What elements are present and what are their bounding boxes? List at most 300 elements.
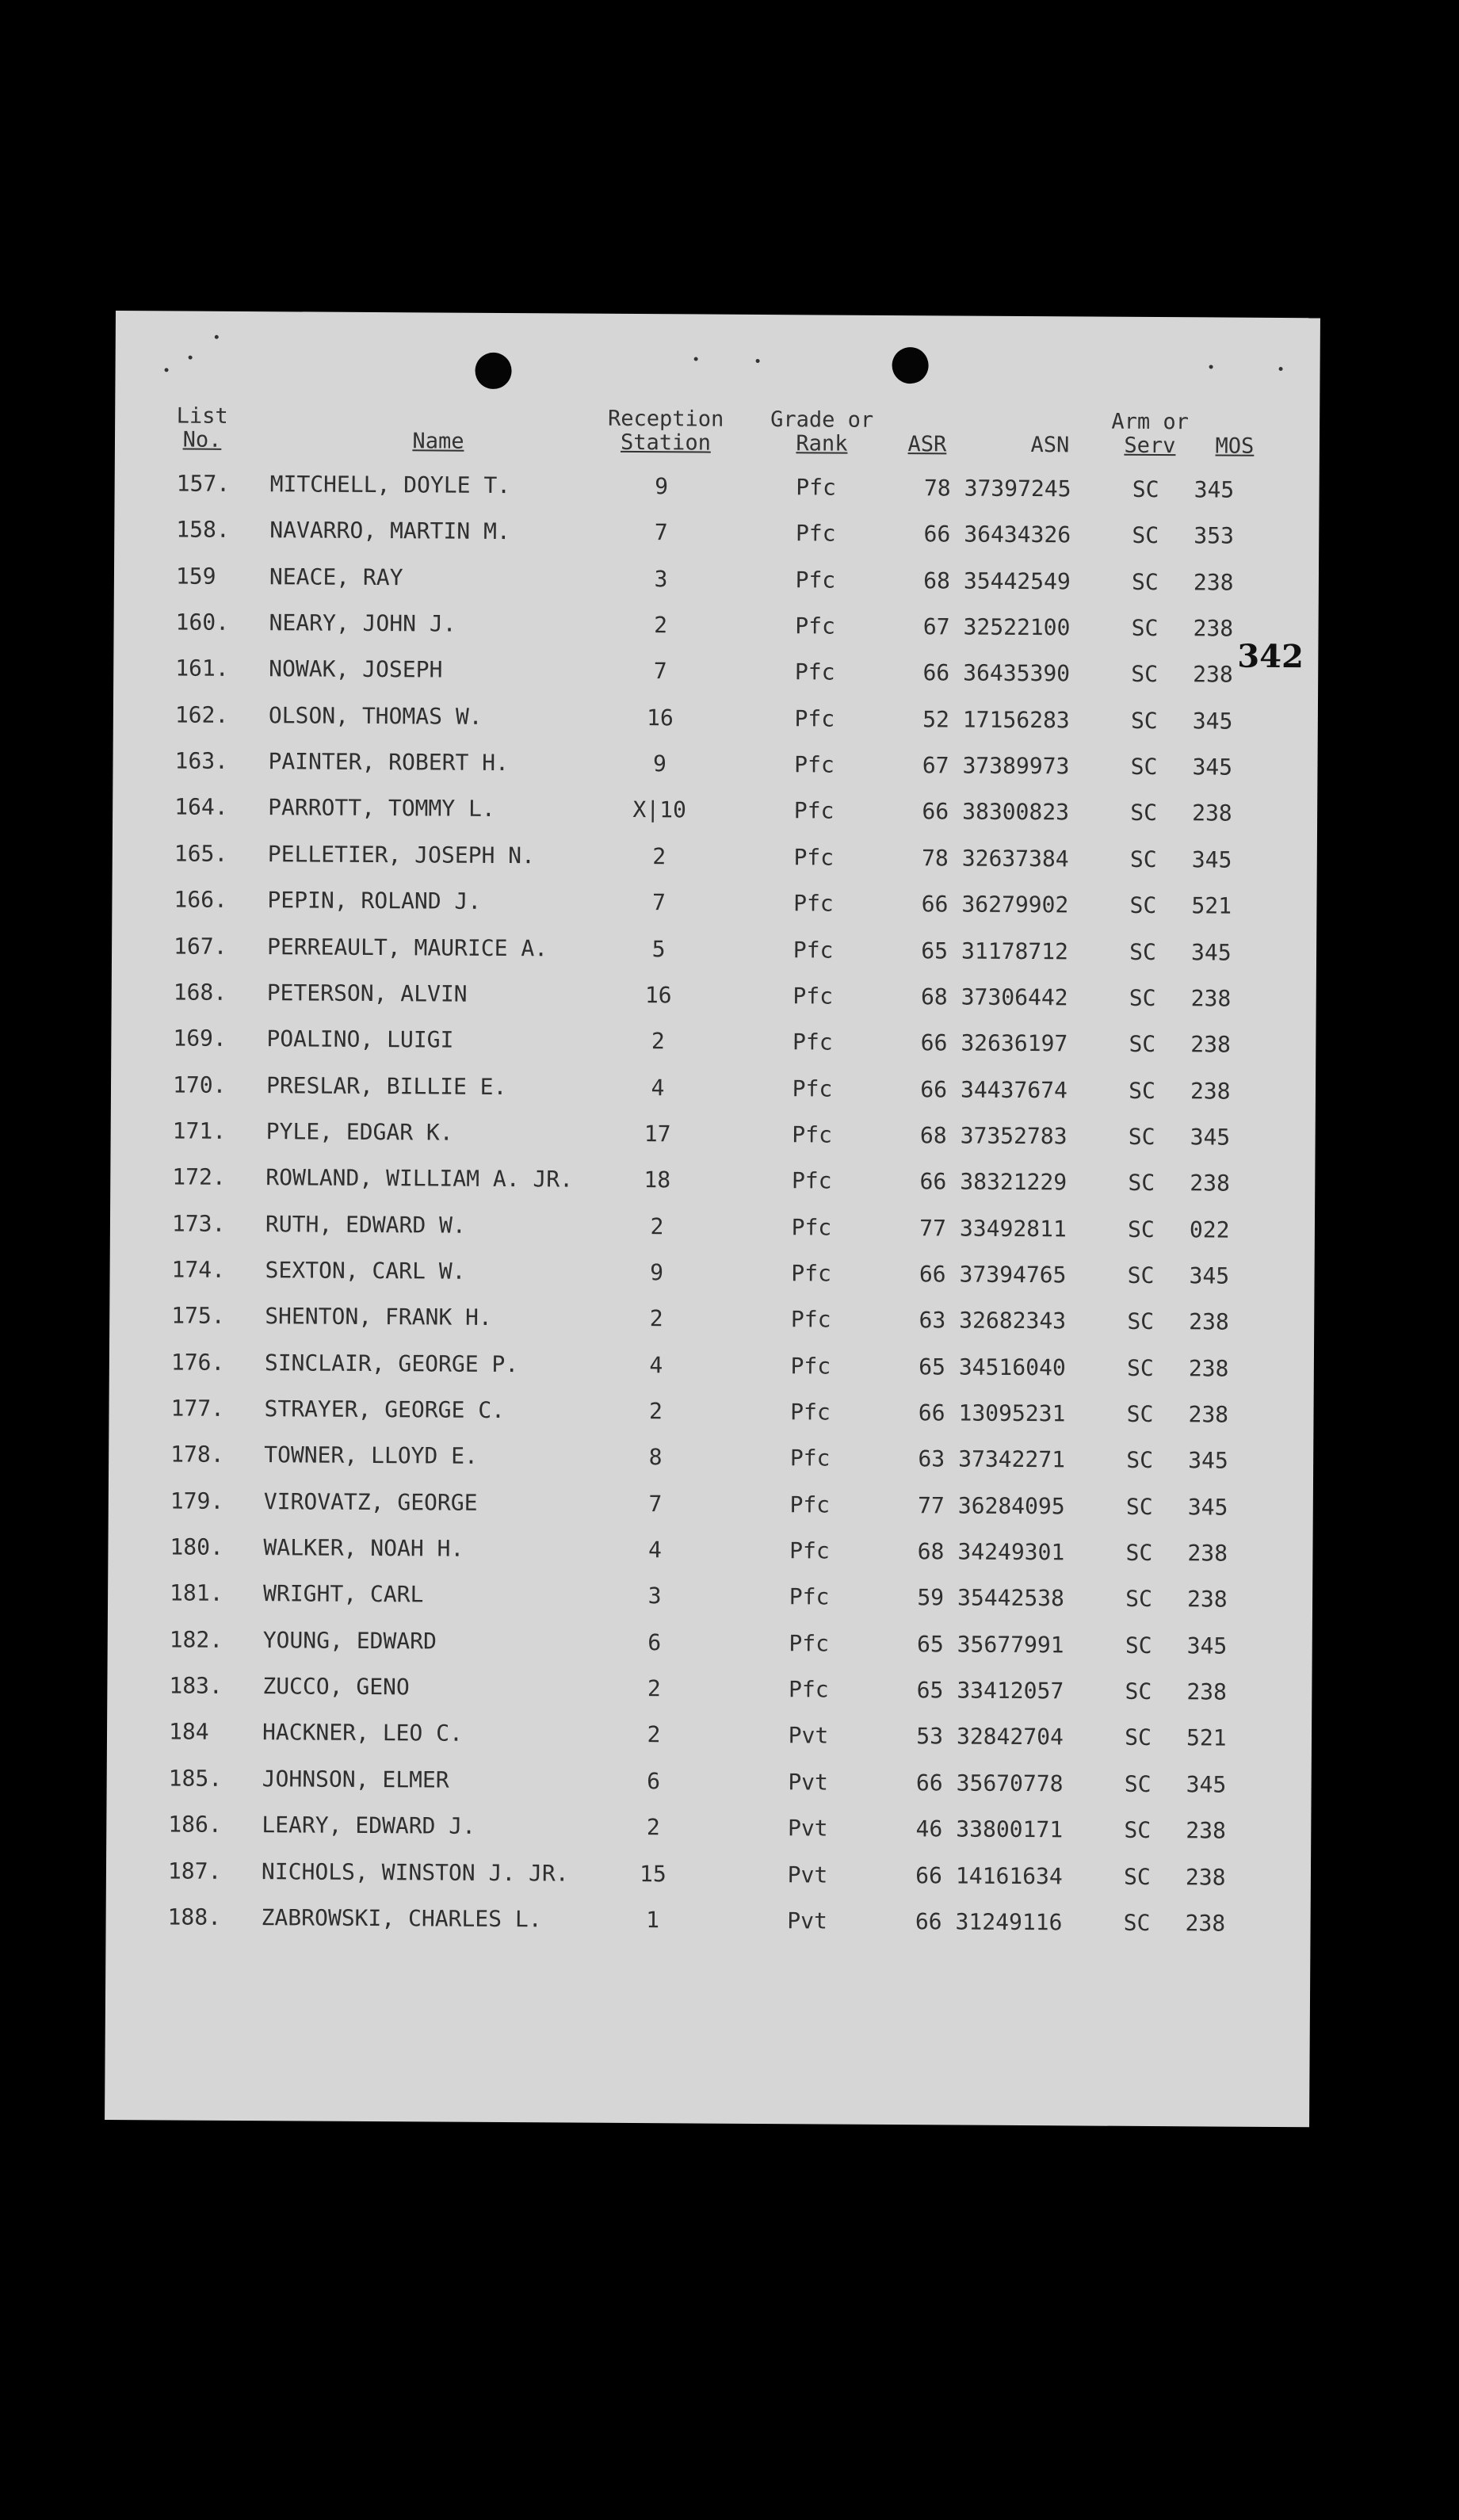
speck [694,357,698,361]
soldier-name-cell: SINCLAIR, GEORGE P. [264,1349,519,1377]
asr-cell: 68 [920,983,948,1010]
list-no-cell: 181. [170,1579,223,1607]
reception-station-cell: 4 [649,1351,663,1378]
grade-cell: Pfc [792,1121,833,1148]
table-row [109,1254,1314,1307]
reception-station-cell: 2 [646,1814,660,1841]
arm-serv-cell: SC [1125,1493,1153,1520]
table-row [112,976,1316,1029]
asn-cell: 33412057 [957,1677,1064,1705]
asn-cell: 34516040 [958,1354,1066,1380]
mos-cell: 238 [1188,1354,1229,1382]
arm-serv-cell: SC [1128,1170,1155,1197]
speck [165,368,169,372]
asn-cell: 33800171 [956,1816,1064,1843]
arm-serv-cell: SC [1126,1354,1154,1381]
arm-serv-cell: SC [1129,1031,1156,1058]
speck [1209,365,1213,368]
soldier-name-cell: PETERSON, ALVIN [266,979,468,1007]
soldier-name-cell: OLSON, THOMAS W. [268,701,483,730]
soldier-name-cell: RUTH, EDWARD W. [265,1210,466,1239]
table-row [109,1346,1314,1399]
arm-serv-cell: SC [1129,984,1156,1011]
arm-serv-cell: SC [1132,522,1159,549]
asr-cell: 66 [920,1075,948,1102]
list-no-cell: 163. [174,747,229,774]
mos-cell: 238 [1190,1170,1230,1197]
header-asr [899,433,955,456]
list-no-cell: 164. [174,793,228,821]
table-row [106,1854,1311,1907]
grade-cell: Pfc [789,1445,831,1472]
asr-cell: 68 [923,567,951,594]
asr-cell: 68 [919,1122,947,1149]
table-row [113,745,1317,798]
mos-cell: 345 [1190,938,1232,966]
asr-cell: 63 [918,1445,945,1472]
grade-cell: Pfc [793,844,835,871]
soldier-name-cell: JOHNSON, ELMER [262,1765,449,1793]
table-row [113,791,1317,844]
arm-serv-cell: SC [1129,1077,1155,1104]
soldier-name-cell: PERREAULT, MAURICE A. [267,933,548,961]
list-no-cell: 187. [167,1857,222,1884]
soldier-name-cell: NOWAK, JOSEPH [269,655,443,683]
arm-serv-cell: SC [1131,568,1159,595]
list-no-cell: 188. [167,1903,222,1930]
reception-station-cell: 8 [648,1444,663,1471]
mos-cell: 353 [1194,522,1234,549]
grade-cell: Pvt [787,1861,828,1888]
grade-cell: Pfc [793,890,834,917]
asn-cell: 37306442 [961,983,1068,1011]
reception-station-cell: 7 [651,889,666,916]
asr-cell: 66 [922,659,950,686]
asn-cell: 35442549 [963,567,1071,595]
list-no-cell: 162. [174,701,229,728]
reception-station-cell: 9 [655,473,669,500]
list-no-cell: 168. [173,979,227,1006]
arm-serv-cell: SC [1125,1586,1153,1613]
reception-station-cell: 2 [650,1212,664,1239]
reception-station-cell: 16 [644,981,672,1009]
header-arm-line2: Serv [1124,433,1176,459]
list-no-cell: 159 [175,563,216,590]
mos-cell: 345 [1187,1493,1228,1521]
asn-cell: 17156283 [962,706,1070,734]
soldier-name-cell: NAVARRO, MARTIN M. [269,517,510,545]
header-arm-line1: Arm or [1111,409,1190,435]
table-row [112,884,1316,937]
asr-cell: 78 [921,845,949,872]
soldier-name-cell: HACKNER, LEO C. [262,1719,464,1747]
asr-cell: 66 [922,798,949,825]
reception-station-cell: 2 [648,1398,663,1425]
table-row [113,606,1318,659]
mos-cell: 345 [1192,754,1233,781]
grade-cell: Pfc [792,1075,833,1102]
mos-cell: 238 [1193,569,1234,596]
table-row [114,514,1319,567]
soldier-name-cell: PELLETIER, JOSEPH N. [267,840,536,869]
grade-cell: Pfc [788,1676,829,1703]
list-no-cell: 173. [171,1210,226,1237]
asn-cell: 37352783 [960,1122,1068,1150]
grade-cell: Pfc [791,1213,832,1241]
soldier-name-cell: WALKER, NOAH H. [263,1534,464,1562]
table-row [109,1300,1314,1353]
mos-cell: 238 [1190,985,1232,1012]
grade-cell: Pfc [789,1491,831,1518]
asn-cell: 32522100 [963,613,1071,641]
grade-cell: Pfc [793,936,834,964]
asr-cell: 68 [917,1538,945,1565]
asr-cell: 66 [919,1168,947,1195]
mos-cell: 022 [1189,1216,1230,1243]
mos-cell: 345 [1190,1124,1231,1151]
asr-cell: 53 [916,1723,944,1750]
list-no-cell: 176. [170,1349,225,1376]
arm-serv-cell: SC [1126,1400,1154,1428]
reception-station-cell: 3 [647,1583,662,1609]
list-no-cell: 157. [176,470,231,497]
header-asn [1018,433,1082,457]
grade-cell: Pvt [787,1815,828,1842]
arm-serv-cell: SC [1124,1816,1152,1844]
mos-cell: 238 [1186,1817,1226,1844]
asr-cell: 65 [919,1353,945,1380]
page-number: 342 [1237,637,1304,676]
list-no-cell: 166. [174,886,227,914]
arm-serv-cell: SC [1130,800,1158,827]
soldier-name-cell: PYLE, EDGAR K. [265,1118,453,1146]
asr-cell: 63 [919,1307,946,1334]
asr-cell: 66 [915,1770,943,1796]
soldier-name-cell: PARROTT, TOMMY L. [268,794,495,823]
arm-serv-cell: SC [1127,1262,1155,1289]
table-row [109,1485,1313,1538]
asn-cell: 32842704 [956,1723,1064,1751]
reception-station-cell: 9 [652,750,667,777]
mos-cell: 345 [1192,708,1233,735]
asn-cell: 32636197 [961,1029,1068,1057]
grade-cell: Pfc [793,797,835,824]
reception-station-cell: 5 [651,935,666,962]
header-asn-text: ASN [1030,433,1070,458]
asr-cell: 67 [922,752,949,779]
arm-serv-cell: SC [1132,475,1159,503]
grade-cell: Pvt [787,1907,827,1934]
arm-serv-cell: SC [1131,661,1159,688]
asn-cell: 13095231 [958,1399,1066,1427]
speck [215,335,219,339]
asr-cell: 46 [915,1816,943,1842]
mos-cell: 238 [1190,1077,1231,1105]
header-list-no-line1: List [176,403,228,429]
list-no-cell: 161. [175,655,229,682]
grade-cell: Pvt [788,1769,829,1796]
reception-station-cell: 7 [648,1490,663,1517]
soldier-name-cell: MITCHELL, DOYLE T. [269,471,511,499]
asr-cell: 66 [921,891,949,918]
reception-station-cell: 1 [646,1906,660,1934]
header-reception-line2: Station [620,430,711,456]
soldier-name-cell: VIROVATZ, GEORGE [263,1487,478,1516]
reception-station-cell: 18 [644,1166,671,1193]
list-no-cell: 183. [169,1672,223,1699]
soldier-name-cell: POALINO, LUIGI [266,1025,454,1053]
mos-cell: 238 [1186,1678,1228,1705]
reception-station-cell: 2 [649,1305,663,1332]
list-no-cell: 175. [171,1302,225,1330]
grade-cell: Pfc [790,1399,831,1426]
soldier-name-cell: YOUNG, EDWARD [262,1626,437,1655]
soldier-name-cell: ROWLAND, WILLIAM A. JR. [265,1164,574,1193]
table-row [110,1161,1315,1214]
reception-station-cell: 2 [651,1028,665,1055]
asn-cell: 32637384 [961,845,1069,872]
arm-serv-cell: SC [1130,753,1158,781]
soldier-name-cell: PRESLAR, BILLIE E. [265,1071,507,1100]
asr-cell: 67 [922,613,950,640]
soldier-name-cell: NEARY, JOHN J. [269,609,456,637]
arm-serv-cell: SC [1131,614,1159,642]
table-row [106,1762,1311,1816]
mos-cell: 238 [1193,615,1234,642]
grade-cell: Pfc [790,1352,831,1380]
arm-serv-cell: SC [1129,892,1157,919]
asr-cell: 65 [916,1677,944,1704]
asn-cell: 38321229 [960,1168,1068,1196]
mos-cell: 345 [1188,1447,1228,1474]
header-grade-line2: Rank [796,431,848,456]
table-row [109,1438,1313,1491]
soldier-name-cell: ZUCCO, GENO [262,1673,410,1701]
list-no-cell: 172. [172,1163,226,1191]
asn-cell: 37397245 [964,475,1071,502]
arm-serv-cell: SC [1123,1863,1151,1890]
header-reception-line1: Reception [607,406,724,432]
arm-serv-cell: SC [1125,1539,1153,1567]
mos-cell: 238 [1185,1863,1226,1891]
soldier-name-cell: TOWNER, LLOYD E. [264,1441,478,1470]
reception-station-cell: 7 [653,658,667,685]
arm-serv-cell: SC [1127,1308,1155,1335]
reception-station-cell: 6 [647,1628,662,1655]
grade-cell: Pvt [788,1722,829,1749]
table-row [108,1577,1312,1630]
arm-serv-cell: SC [1129,846,1157,872]
reception-station-cell: 2 [647,1721,661,1748]
soldier-name-cell: PEPIN, ROLAND J. [267,887,482,914]
asr-cell: 66 [919,1261,946,1288]
asn-cell: 38300823 [962,798,1070,826]
table-row [108,1624,1312,1677]
asr-cell: 65 [921,937,949,964]
asr-cell: 66 [923,521,951,548]
asn-cell: 34437674 [960,1076,1068,1103]
asn-cell: 31178712 [961,937,1069,964]
grade-cell: Pfc [794,751,835,778]
reception-station-cell: 7 [654,519,668,546]
mos-cell: 345 [1186,1771,1227,1798]
mos-cell: 238 [1192,800,1232,827]
table-row [107,1670,1312,1723]
grade-cell: Pfc [792,1029,833,1056]
asr-cell: 65 [916,1630,944,1658]
header-mos-text: MOS [1215,433,1255,459]
asr-cell: 66 [920,1029,948,1056]
soldier-name-cell: STRAYER, GEORGE C. [264,1396,506,1424]
arm-serv-cell: SC [1125,1724,1152,1751]
punch-hole-right [892,347,928,384]
table-row [113,699,1318,752]
soldier-name-cell: LEARY, EDWARD J. [262,1812,476,1839]
arm-serv-cell: SC [1130,707,1158,734]
header-asr-text: ASR [907,432,947,457]
reception-station-cell: 2 [654,612,668,639]
reception-station-cell: 2 [652,842,666,870]
mos-cell: 238 [1193,661,1233,689]
table-row [110,1208,1315,1261]
grade-cell: Pfc [795,613,835,640]
asr-cell: 78 [923,475,951,502]
asn-cell: 31249116 [955,1908,1063,1936]
header-reception-station [598,407,733,456]
soldier-name-cell: NICHOLS, WINSTON J. JR. [261,1858,569,1887]
header-grade-line1: Grade or [770,407,874,433]
header-list-no-line2: No. [182,427,222,452]
asn-cell: 37342271 [958,1445,1066,1473]
list-no-cell: 178. [170,1441,224,1468]
list-no-cell: 174. [171,1256,226,1283]
arm-serv-cell: SC [1129,938,1157,965]
roster-sheet [105,311,1320,2127]
table-row [110,1115,1315,1168]
reception-station-cell: 15 [640,1860,666,1887]
list-no-cell: 186. [168,1811,222,1838]
list-no-cell: 170. [172,1071,227,1098]
mos-cell: 521 [1186,1724,1227,1752]
asn-cell: 35670778 [956,1770,1064,1797]
speck [1279,367,1283,371]
arm-serv-cell: SC [1126,1447,1154,1474]
asn-cell: 35442538 [957,1584,1065,1612]
mos-cell: 345 [1194,476,1235,503]
asr-cell: 77 [919,1214,947,1242]
asn-cell: 14161634 [955,1862,1063,1889]
punch-hole-left [475,353,511,389]
table-row [114,560,1319,613]
arm-serv-cell: SC [1127,1216,1155,1243]
header-arm-serv [1102,410,1197,459]
arm-serv-cell: SC [1124,1770,1152,1797]
list-no-cell: 158. [176,516,230,544]
reception-station-cell: 16 [646,704,674,731]
arm-serv-cell: SC [1125,1632,1152,1659]
asn-cell: 36434326 [964,521,1071,548]
soldier-name-cell: SEXTON, CARL W. [265,1257,466,1285]
reception-station-cell: 4 [647,1537,662,1564]
grade-cell: Pfc [795,566,836,594]
reception-station-cell: 17 [644,1120,671,1147]
asr-cell: 66 [915,1908,942,1935]
list-no-cell: 177. [170,1395,225,1422]
reception-station-cell: 3 [654,565,668,592]
grade-cell: Pfc [793,983,834,1010]
soldier-name-cell: SHENTON, FRANK H. [265,1303,492,1331]
table-row [107,1716,1312,1769]
reception-station-cell: 2 [647,1675,661,1702]
mos-cell: 345 [1191,846,1232,873]
table-row [114,468,1319,521]
table-row [106,1808,1311,1861]
arm-serv-cell: SC [1123,1909,1151,1936]
list-no-cell: 160. [175,609,230,636]
asn-cell: 32682343 [959,1307,1067,1334]
header-name [383,430,494,454]
table-row [109,1392,1313,1445]
grade-cell: Pfc [789,1537,830,1564]
table-row [105,1901,1310,1954]
grade-cell: Pfc [791,1167,832,1194]
speck [189,356,193,360]
asn-cell: 35677991 [957,1631,1064,1659]
grade-cell: Pfc [794,659,835,685]
asn-cell: 37394765 [959,1261,1067,1289]
grade-cell: Pfc [790,1306,831,1333]
list-no-cell: 184 [168,1718,209,1746]
arm-serv-cell: SC [1128,1123,1155,1150]
soldier-name-cell: ZABROWSKI, CHARLES L. [261,1904,542,1933]
asn-cell: 36279902 [961,891,1069,918]
list-no-cell: 165. [174,840,228,867]
table-row [113,652,1318,705]
speck [756,359,760,363]
reception-station-cell: 4 [651,1074,665,1101]
soldier-name-cell: WRIGHT, CARL [263,1580,424,1608]
mos-cell: 238 [1189,1308,1229,1335]
arm-serv-cell: SC [1125,1678,1152,1705]
list-no-cell: 185. [168,1765,223,1792]
asr-cell: 77 [917,1491,945,1519]
table-row [108,1531,1312,1584]
header-mos [1207,434,1262,458]
asr-cell: 59 [917,1584,945,1611]
grade-cell: Pfc [794,704,835,732]
header-name-text: Name [412,429,464,454]
table-row [113,838,1317,891]
list-no-cell: 182. [169,1626,223,1653]
list-no-cell: 169. [173,1025,227,1052]
grade-cell: Pfc [795,520,836,547]
asr-cell: 66 [918,1399,945,1426]
mos-cell: 238 [1185,1910,1226,1937]
table-row [111,1022,1316,1075]
asn-cell: 34249301 [957,1538,1065,1566]
asn-cell: 37389973 [962,752,1070,780]
list-no-cell: 171. [172,1117,227,1144]
header-list-no [170,404,234,452]
table-row [112,930,1316,983]
list-no-cell: 167. [174,932,227,960]
asn-cell: 36435390 [963,659,1071,687]
list-no-cell: 179. [170,1487,224,1514]
reception-station-cell: 9 [650,1259,664,1286]
mos-cell: 345 [1186,1632,1228,1659]
asr-cell: 66 [915,1861,943,1888]
list-no-cell: 180. [170,1533,224,1560]
